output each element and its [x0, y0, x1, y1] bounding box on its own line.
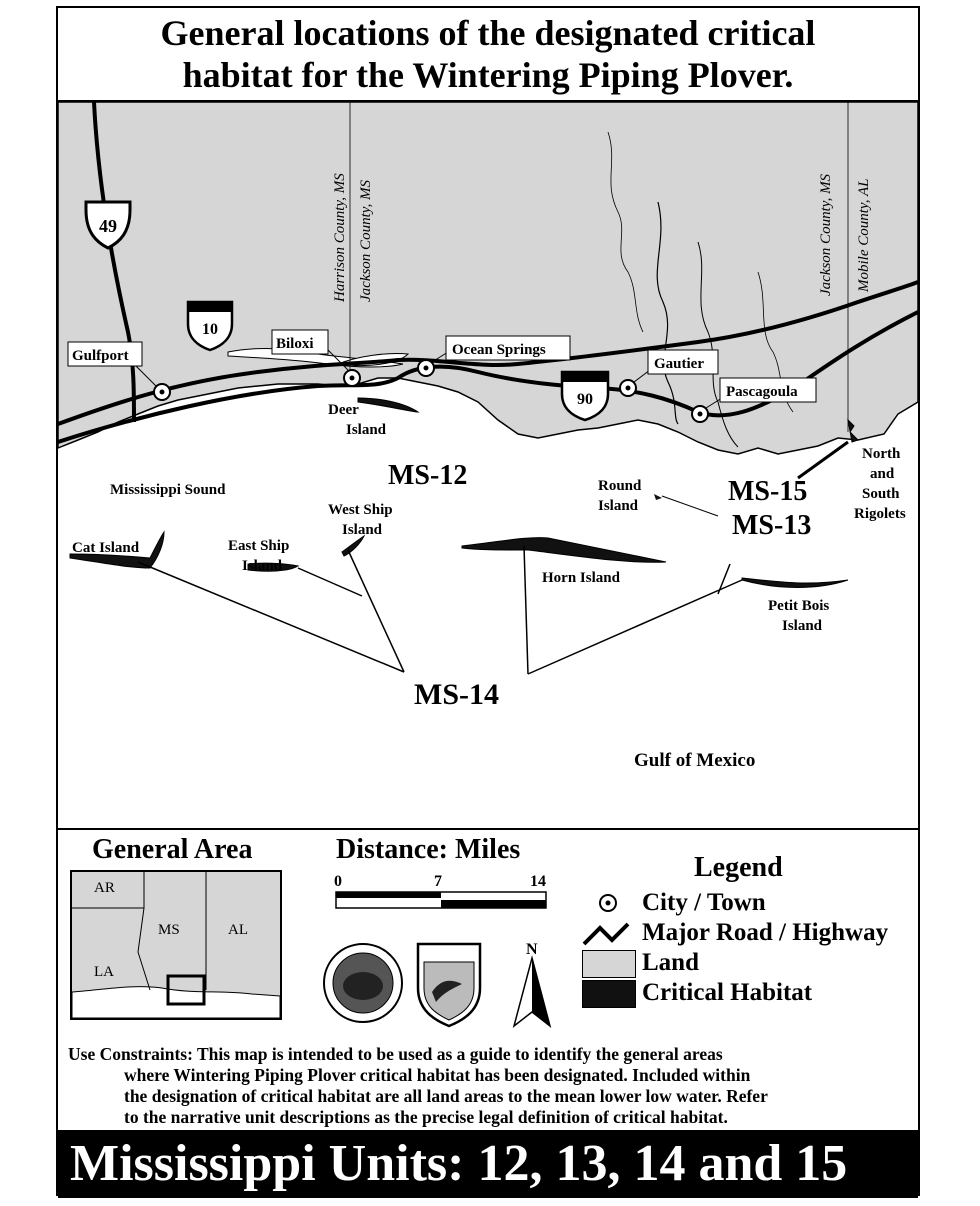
west-ship-label-2: Island — [342, 522, 383, 538]
petit-bois-label-1: Petit Bois — [768, 598, 830, 614]
legend-item-land — [578, 948, 908, 978]
us-49-number: 49 — [99, 216, 117, 236]
units-banner: Mississippi Units: 12, 13, 14 and 15 — [58, 1130, 918, 1198]
unit-ms-12-label: MS-12 — [388, 460, 468, 491]
habitat-swatch — [582, 980, 636, 1008]
us-90-number: 90 — [577, 391, 593, 408]
inset-ms-label: MS — [158, 922, 180, 938]
inset-ar-label: AR — [94, 880, 115, 896]
rigolets-label-2: and — [870, 466, 895, 482]
round-island-label-1: Round — [598, 478, 642, 494]
land-swatch — [582, 950, 636, 978]
scale-tick-7: 7 — [434, 873, 442, 890]
inset-la-label: LA — [94, 964, 114, 980]
constraints-line-2: where Wintering Piping Plover critical habitat has been designated. Included within — [124, 1065, 751, 1085]
pascagoula-label: Pascagoula — [726, 384, 798, 400]
constraints-line-4: to the narrative unit descriptions as the precise legal definition of critical habitat. — [124, 1107, 728, 1127]
harrison-county-label: Harrison County, MS — [332, 173, 348, 302]
scale-bar — [334, 870, 554, 930]
rigolets-label-3: South — [862, 486, 900, 502]
constraints-line-1: Use Constraints: This map is intended to be used as a guide to identify the general areas — [68, 1044, 723, 1064]
legend-item-road — [578, 918, 908, 948]
unit-ms-14-label: MS-14 — [414, 678, 499, 711]
deer-island-label-2: Island — [346, 422, 387, 438]
map-frame — [56, 6, 920, 1196]
general-area-inset — [70, 870, 282, 1020]
road-line-icon — [578, 918, 634, 948]
jackson-county-label-east: Jackson County, MS — [818, 173, 834, 296]
legend-item-habitat — [578, 978, 908, 1008]
legend — [578, 888, 908, 1008]
i-10-number: 10 — [202, 321, 218, 338]
mobile-county-label: Mobile County, AL — [856, 178, 872, 292]
constraints-line-3: the designation of critical habitat are all land areas to the mean lower low water. Refer — [124, 1086, 768, 1106]
jackson-county-label-west: Jackson County, MS — [358, 179, 374, 302]
north-arrow-icon — [510, 940, 554, 1030]
east-ship-label-2: Island — [242, 558, 283, 574]
legend-title: Legend — [694, 852, 783, 883]
inset-al-label: AL — [228, 922, 248, 938]
unit-ms-13-label: MS-13 — [732, 510, 812, 541]
horn-island-label: Horn Island — [542, 570, 620, 586]
title-line-1: General locations of the designated critical — [160, 13, 816, 53]
inset-map — [72, 872, 280, 1018]
east-ship-label-1: East Ship — [228, 538, 290, 554]
rigolets-label-4: Rigolets — [854, 506, 906, 522]
unit-ms-15-label: MS-15 — [728, 476, 808, 507]
doi-seal-icon — [322, 942, 404, 1024]
petit-bois-label-2: Island — [782, 618, 823, 634]
west-ship-label-1: West Ship — [328, 502, 393, 518]
usfws-shield-icon — [414, 940, 484, 1028]
map-footer — [58, 830, 918, 1194]
map-title — [58, 12, 918, 102]
cat-island-label: Cat Island — [72, 540, 140, 556]
deer-island-label-1: Deer — [328, 402, 359, 418]
map-canvas — [58, 102, 918, 830]
legend-label-city: City / Town — [642, 889, 766, 916]
mississippi-sound-label: Mississippi Sound — [110, 482, 226, 498]
gulfport-label: Gulfport — [72, 348, 129, 364]
main-map — [58, 102, 918, 830]
legend-label-land: Land — [642, 949, 699, 976]
general-area-title: General Area — [92, 834, 253, 865]
scale-tick-14: 14 — [530, 873, 546, 890]
gautier-label: Gautier — [654, 356, 704, 372]
round-island-label-2: Island — [598, 498, 639, 514]
title-line-2: habitat for the Wintering Piping Plover. — [182, 55, 794, 95]
i-10-shield — [188, 302, 232, 350]
gulf-of-mexico-label: Gulf of Mexico — [634, 750, 756, 771]
us-90-shield — [562, 372, 608, 420]
legend-label-road: Major Road / Highway — [642, 919, 889, 946]
legend-item-city — [578, 888, 908, 918]
use-constraints — [68, 1044, 908, 1128]
rigolets-label-1: North — [862, 446, 901, 462]
city-marker-icon — [578, 888, 634, 918]
distance-title: Distance: Miles — [336, 834, 521, 865]
legend-label-habitat: Critical Habitat — [642, 979, 813, 1006]
biloxi-label: Biloxi — [276, 336, 314, 352]
north-label: N — [526, 941, 538, 958]
ocean-springs-label: Ocean Springs — [452, 342, 546, 358]
scale-tick-0: 0 — [334, 873, 342, 890]
